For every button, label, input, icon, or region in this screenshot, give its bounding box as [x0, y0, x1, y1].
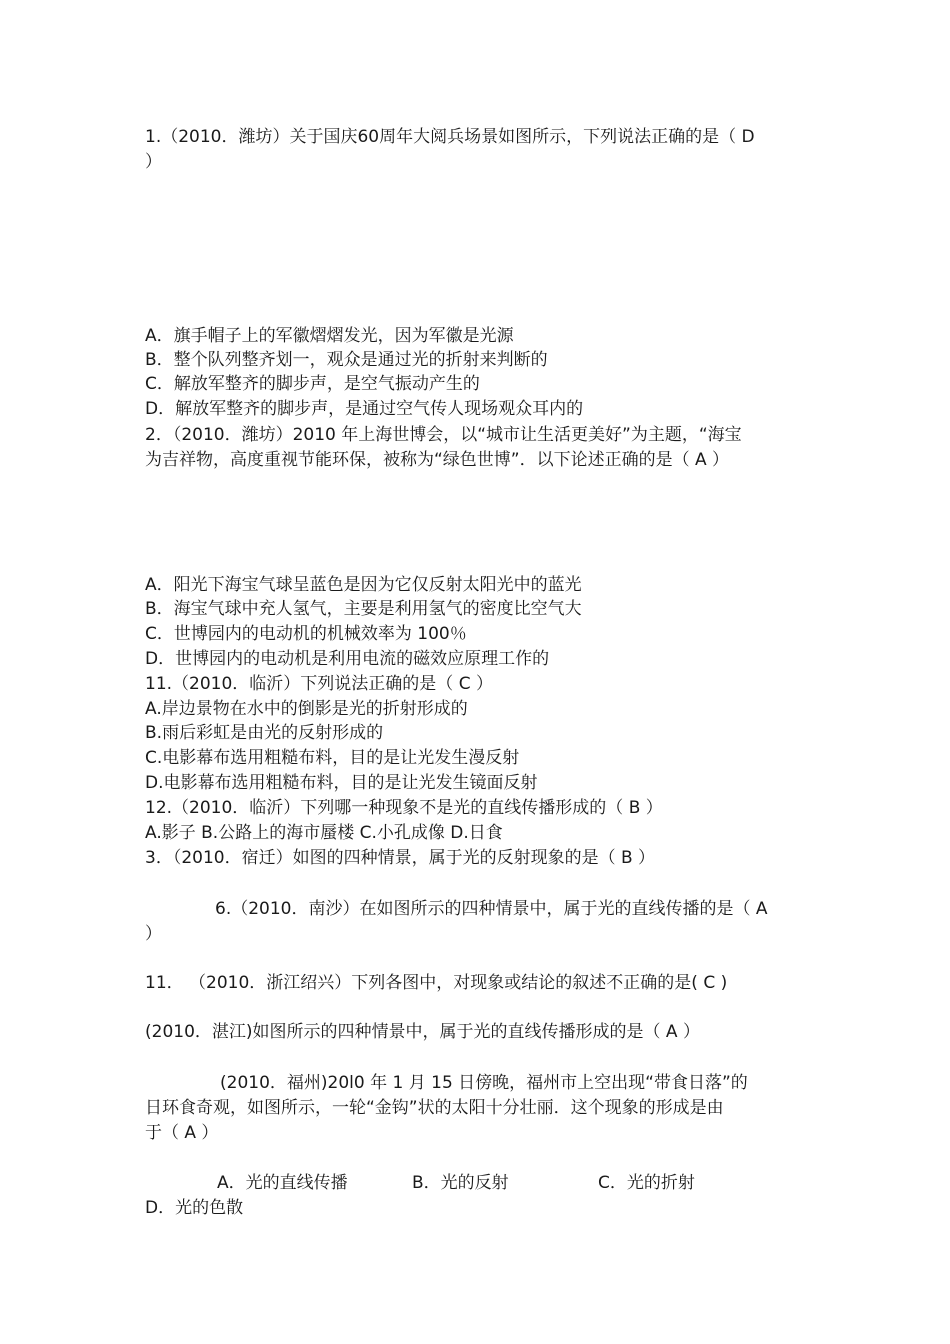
q2-option-d: D．世博园内的电动机是利用电流的磁效应原理工作的	[145, 649, 550, 669]
q2-option-a: A．阳光下海宝气球呈蓝色是因为它仅反射太阳光中的蓝光	[145, 575, 582, 595]
fuzhou-stem: (2010．福州)20l0 年 1 月 15 日傍晚，福州市上空出现“带食日落”的	[220, 1073, 748, 1093]
q11-option-c: C.电影幕布选用粗糙布料，目的是让光发生漫反射	[145, 748, 520, 768]
q2-stem: 2．（2010．潍坊）2010 年上海世博会，以“城市让生活更美好”为主题，“海宝	[145, 425, 742, 445]
q1-option-a: A．旗手帽子上的军徽熠熠发光，因为军徽是光源	[145, 326, 514, 346]
q3-stem: 3．（2010．宿迁）如图的四种情景，属于光的反射现象的是（ B ）	[145, 848, 656, 868]
q11-option-b: B.雨后彩虹是由光的反射形成的	[145, 723, 384, 743]
q1-stem: 1.（2010．潍坊）关于国庆60周年大阅兵场景如图所示，下列说法正确的是（ D	[145, 127, 755, 147]
q6-stem-cont: ）	[145, 924, 162, 944]
zhanjiang-stem: (2010．湛江)如图所示的四种情景中，属于光的直线传播形成的是（ A ）	[145, 1022, 700, 1042]
fuzhou-stem-cont: 日环食奇观，如图所示，一轮“金钩”状的太阳十分壮丽．这个现象的形成是由	[145, 1098, 724, 1118]
q11b-stem: 11． （2010．浙江绍兴）下列各图中，对现象或结论的叙述不正确的是( C )	[145, 973, 728, 993]
fuzhou-option-d: D．光的色散	[145, 1198, 244, 1218]
q1-stem-cont: ）	[145, 152, 162, 172]
q2-option-b: B．海宝气球中充人氢气，主要是利用氢气的密度比空气大	[145, 599, 582, 619]
q11-option-a: A.岸边景物在水中的倒影是光的折射形成的	[145, 699, 468, 719]
q12-stem: 12.（2010．临沂）下列哪一种现象不是光的直线传播形成的（ B ）	[145, 798, 663, 818]
q11-stem: 11.（2010．临沂）下列说法正确的是（ C ）	[145, 674, 493, 694]
fuzhou-stem-cont2: 于（ A ）	[145, 1123, 219, 1143]
fuzhou-option-c: C．光的折射	[598, 1173, 695, 1193]
fuzhou-option-a: A．光的直线传播	[217, 1173, 348, 1193]
q2-option-c: C．世博园内的电动机的机械效率为 100％	[145, 624, 467, 644]
q1-option-c: C．解放军整齐的脚步声，是空气振动产生的	[145, 374, 480, 394]
fuzhou-option-b: B．光的反射	[412, 1173, 509, 1193]
q11-option-d: D.电影幕布选用粗糙布料，目的是让光发生镜面反射	[145, 773, 538, 793]
q1-option-b: B．整个队列整齐划一，观众是通过光的折射来判断的	[145, 350, 548, 370]
q1-option-d: D．解放军整齐的脚步声，是通过空气传人现场观众耳内的	[145, 399, 584, 419]
q12-options: A.影子 B.公路上的海市蜃楼 C.小孔成像 D.日食	[145, 823, 503, 843]
q2-stem-cont: 为吉祥物，高度重视节能环保，被称为“绿色世博”．以下论述正确的是（ A ）	[145, 450, 730, 470]
q6-stem: 6.（2010．南沙）在如图所示的四种情景中，属于光的直线传播的是（ A	[215, 899, 768, 919]
